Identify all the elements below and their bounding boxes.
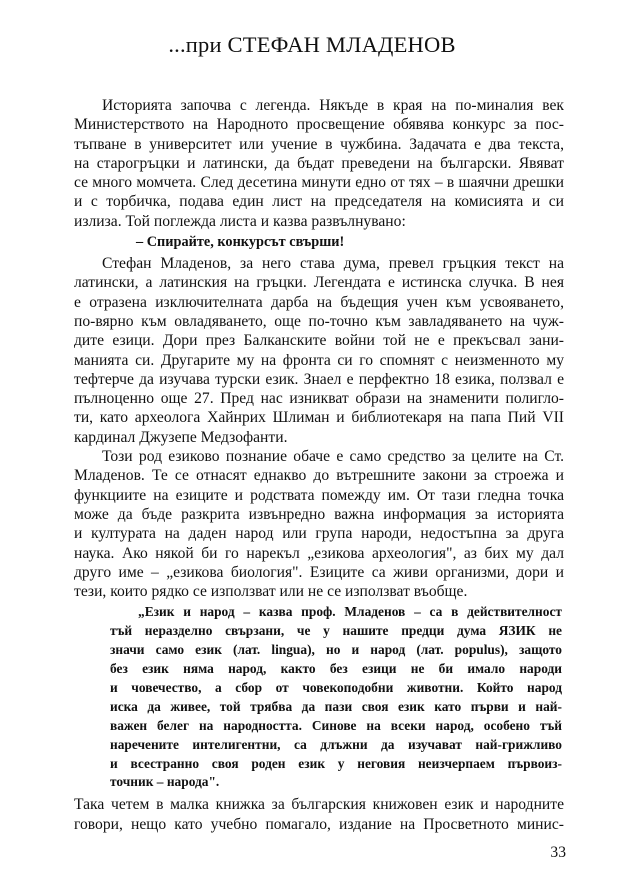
text-line: Така четем в малка книжка за българския книжовен език и народните	[74, 796, 564, 814]
text-line: говори, нещо като учебно помагало, издание на Просветното минис-	[74, 815, 564, 833]
text-line: тъпване в университет или учение в чужбина. Задачата е два текста,	[74, 135, 564, 153]
quote-line: иска да живее, той трябва да пази своя език като първи и най-	[110, 698, 562, 714]
text-line: може да бъде разкрита извънредно важна информация за историята	[74, 505, 564, 523]
text-line: по-вярно към овладяването, още по-точно към завладяването на чуж-	[74, 312, 564, 330]
text-line: и културата на даден народ или група народи, недостъпна за друга	[74, 525, 564, 543]
text-line: дите езици. Дори през Балканските войни той не е прекъсвал зани-	[74, 332, 564, 350]
text-line: на старогръцки и латински, да бъдат преведени на български. Явяват	[74, 154, 564, 172]
text-line: кардинал Джузепе Медзофанти.	[74, 428, 288, 446]
text-line: наука. Ако някой би го нарекъл „езикова археология", аз бих му дал	[74, 544, 564, 562]
paragraph-booklet	[74, 795, 564, 834]
page-title: ...при СТЕФАН МЛАДЕНОВ	[168, 32, 456, 57]
page-number: 33	[550, 844, 566, 861]
text-line: манията си. Другарите му на фронта си го спомнят с неизменното му	[74, 351, 564, 369]
paragraph-linguistics	[74, 447, 564, 601]
text-line: функциите на езиците и родствата помежду им. От тази гледна точка	[74, 486, 564, 504]
paragraph-mladenov	[74, 254, 564, 447]
quote-line: тъй неразделно свързани, че у нашите предци дума ЯЗИК не	[110, 623, 562, 639]
quote-line: наречените интелигентни, са длъжни да изучават най-грижливо	[110, 736, 562, 752]
text-line: се много момчета. След десетина минути едно от тях – в шаячни дрешки	[74, 174, 564, 192]
text-line: латински, а латинския на гръцки. Легендата е истинска случка. В нея	[74, 274, 564, 292]
text-line: Стефан Младенов, за него става дума, превел гръцкия текст на	[102, 255, 564, 273]
text-line: излиза. Той поглежда листа и казва развълнувано:	[74, 212, 406, 230]
exclamation-line: – Спирайте, конкурсът свърши!	[136, 234, 345, 251]
paragraph-legend	[74, 96, 564, 231]
text-line: пълноценно още 27. Пред нас изникват образи на знаменити полигло-	[74, 390, 564, 408]
text-line: Този род езиково познание обаче е само средство за целите на Ст.	[102, 448, 564, 466]
text-line: Министерството на Народното просвещение обявява конкурс за пос-	[74, 116, 564, 134]
text-line: друго име – „езикова биология". Езиците са живи организми, дори и	[74, 563, 564, 581]
quote-line: точник – народа".	[110, 774, 220, 790]
quote-line: важен белег на народността. Синове на всеки народ, особено тъй	[110, 717, 562, 733]
quote-line: „Език и народ – казва проф. Младенов – са в действителност	[138, 604, 562, 620]
quote-line: и човечество, а сбор от човекоподобни животни. Който народ	[110, 679, 562, 695]
block-quote	[74, 603, 564, 792]
quote-line: без език няма народ, както без езици не би имало народи	[110, 661, 562, 677]
text-line: Историята започва с легенда. Някъде в края на по-миналия век	[102, 97, 564, 114]
text-line: Младенов. Те се отнасят еднакво до вътрешните закони за строежа и	[74, 467, 564, 485]
text-line: тефтерче да изучава турски език. Знаел е перфектно 18 езика, ползвал е	[74, 370, 564, 388]
text-line: тези, които рядко се използват или не се използват въобще.	[74, 583, 468, 601]
quote-line: значи само език (лат. lingua), но и народ (лат. populus), защото	[110, 642, 562, 658]
page-body	[74, 96, 564, 834]
text-line: и с торбичка, подава един лист на председателя на комисията и си	[74, 193, 564, 211]
text-line: ти, като археолога Хайнрих Шлиман и библиотекаря на папа Пий VII	[74, 409, 564, 427]
text-line: е отразена изключителната дарба на бъдещия учен към усвояването,	[74, 293, 564, 311]
quote-line: и всестранно своя роден език у неговия неизчерпаем първоиз-	[110, 755, 562, 771]
